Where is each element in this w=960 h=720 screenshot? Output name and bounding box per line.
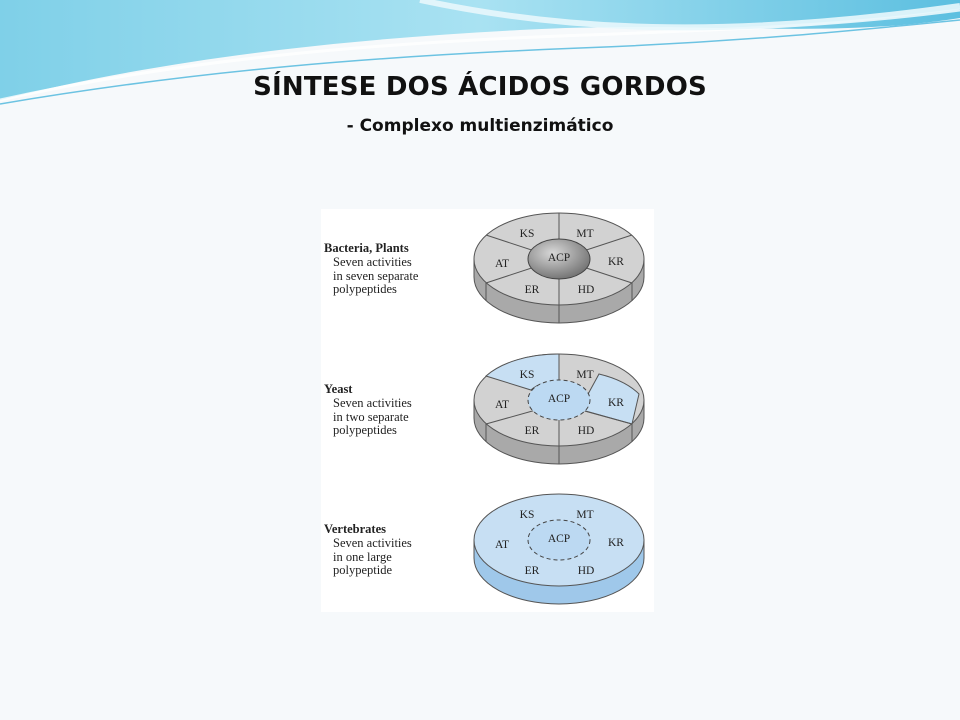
caption-line: polypeptides	[333, 282, 397, 296]
caption-line: Seven activities	[333, 396, 412, 410]
ks-label: KS	[519, 509, 535, 521]
fatty-acid-synthase-figure	[321, 209, 654, 612]
at-label: AT	[494, 539, 510, 551]
er-label: ER	[524, 425, 540, 437]
acp-label: ACP	[547, 533, 571, 545]
vertebrates-disc	[469, 490, 649, 615]
kr-label: KR	[608, 537, 624, 549]
caption-line: polypeptide	[333, 563, 393, 577]
ks-label: KS	[519, 369, 535, 381]
mt-label: MT	[576, 228, 594, 240]
hd-label: HD	[577, 425, 595, 437]
at-label: AT	[494, 399, 510, 411]
yeast-caption	[324, 382, 474, 438]
caption-line: Seven activities	[333, 255, 412, 269]
acp-label: ACP	[547, 393, 571, 405]
hd-label: HD	[577, 565, 595, 577]
caption-line: polypeptides	[333, 423, 397, 437]
organism-name: Bacteria, Plants	[324, 241, 409, 255]
caption-line: in one large	[333, 549, 392, 564]
mt-label: MT	[576, 509, 594, 521]
er-label: ER	[524, 284, 540, 296]
kr-label: KR	[608, 256, 624, 268]
acp-label: ACP	[547, 252, 571, 264]
slide-subtitle: - Complexo multienzimático	[346, 116, 614, 136]
bacteria-plants-disc	[469, 209, 649, 334]
kr-label: KR	[608, 397, 624, 409]
organism-name: Yeast	[324, 382, 353, 396]
vertebrates-caption	[324, 522, 474, 578]
organism-name: Vertebrates	[324, 522, 387, 536]
slide-title: SÍNTESE DOS ÁCIDOS GORDOS	[253, 72, 707, 102]
hd-label: HD	[577, 284, 595, 296]
er-label: ER	[524, 565, 540, 577]
caption-line: in seven separate	[333, 268, 419, 283]
caption-line: Seven activities	[333, 536, 412, 550]
background-waves	[0, 0, 960, 130]
bacteria-plants-caption	[324, 241, 474, 297]
yeast-disc	[469, 350, 649, 475]
ks-label: KS	[519, 228, 535, 240]
caption-line: in two separate	[333, 409, 409, 424]
at-label: AT	[494, 258, 510, 270]
mt-label: MT	[576, 369, 594, 381]
